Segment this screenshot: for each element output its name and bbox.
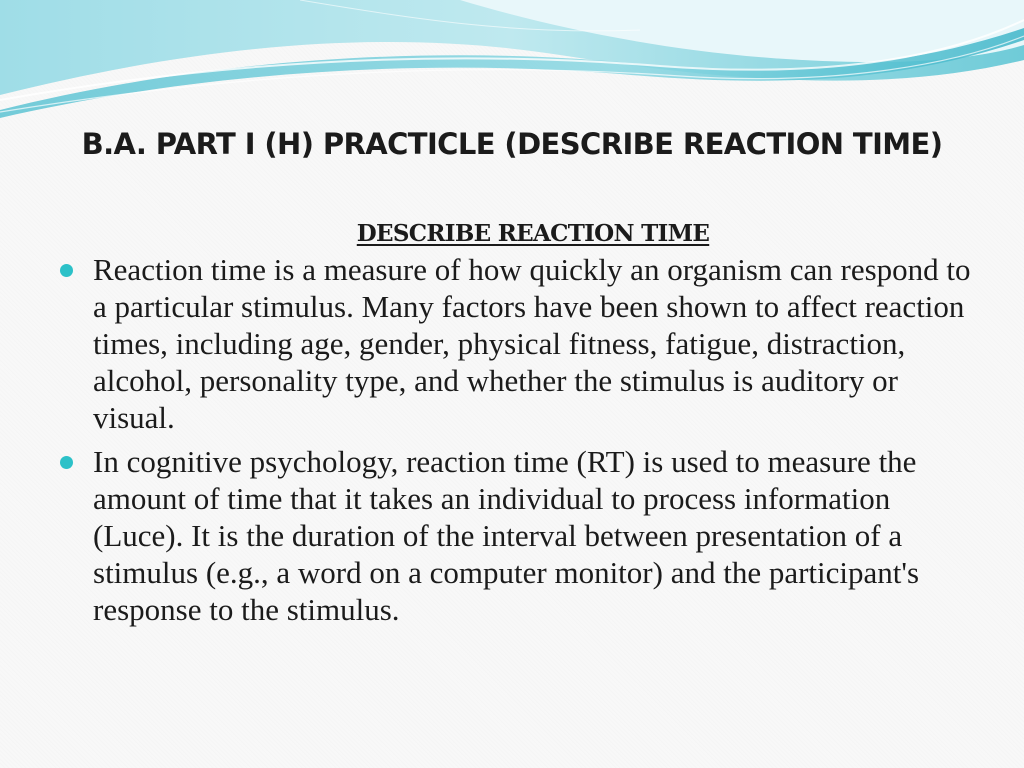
slide-content [58,220,978,635]
bullet-text: Reaction time is a measure of how quickly an organism can respond to a particular stimulus. Many factors have been shown to affect reaction times, including age, gender, physical fitness, fatigue, distraction, alcohol, personality type, and whether the stimulus is auditory or visual. [93,252,971,435]
bullet-item [58,251,978,436]
bullet-list [58,251,978,628]
bullet-dot-icon [60,264,73,277]
slide-title: B.A. PART I (H) PRACTICLE (DESCRIBE REACTION TIME) [81,127,943,161]
bullet-dot-icon [60,456,73,469]
header-wave-decoration [0,0,1024,130]
bullet-text: In cognitive psychology, reaction time (RT) is used to measure the amount of time that it takes an individual to process information (Luce). It is the duration of the interval between presentation of a stimulus (e.g., a word on a computer monitor) and the participant's response to the stimulus. [93,444,920,627]
bullet-item [58,443,978,628]
section-subheading: DESCRIBE REACTION TIME [356,220,710,247]
